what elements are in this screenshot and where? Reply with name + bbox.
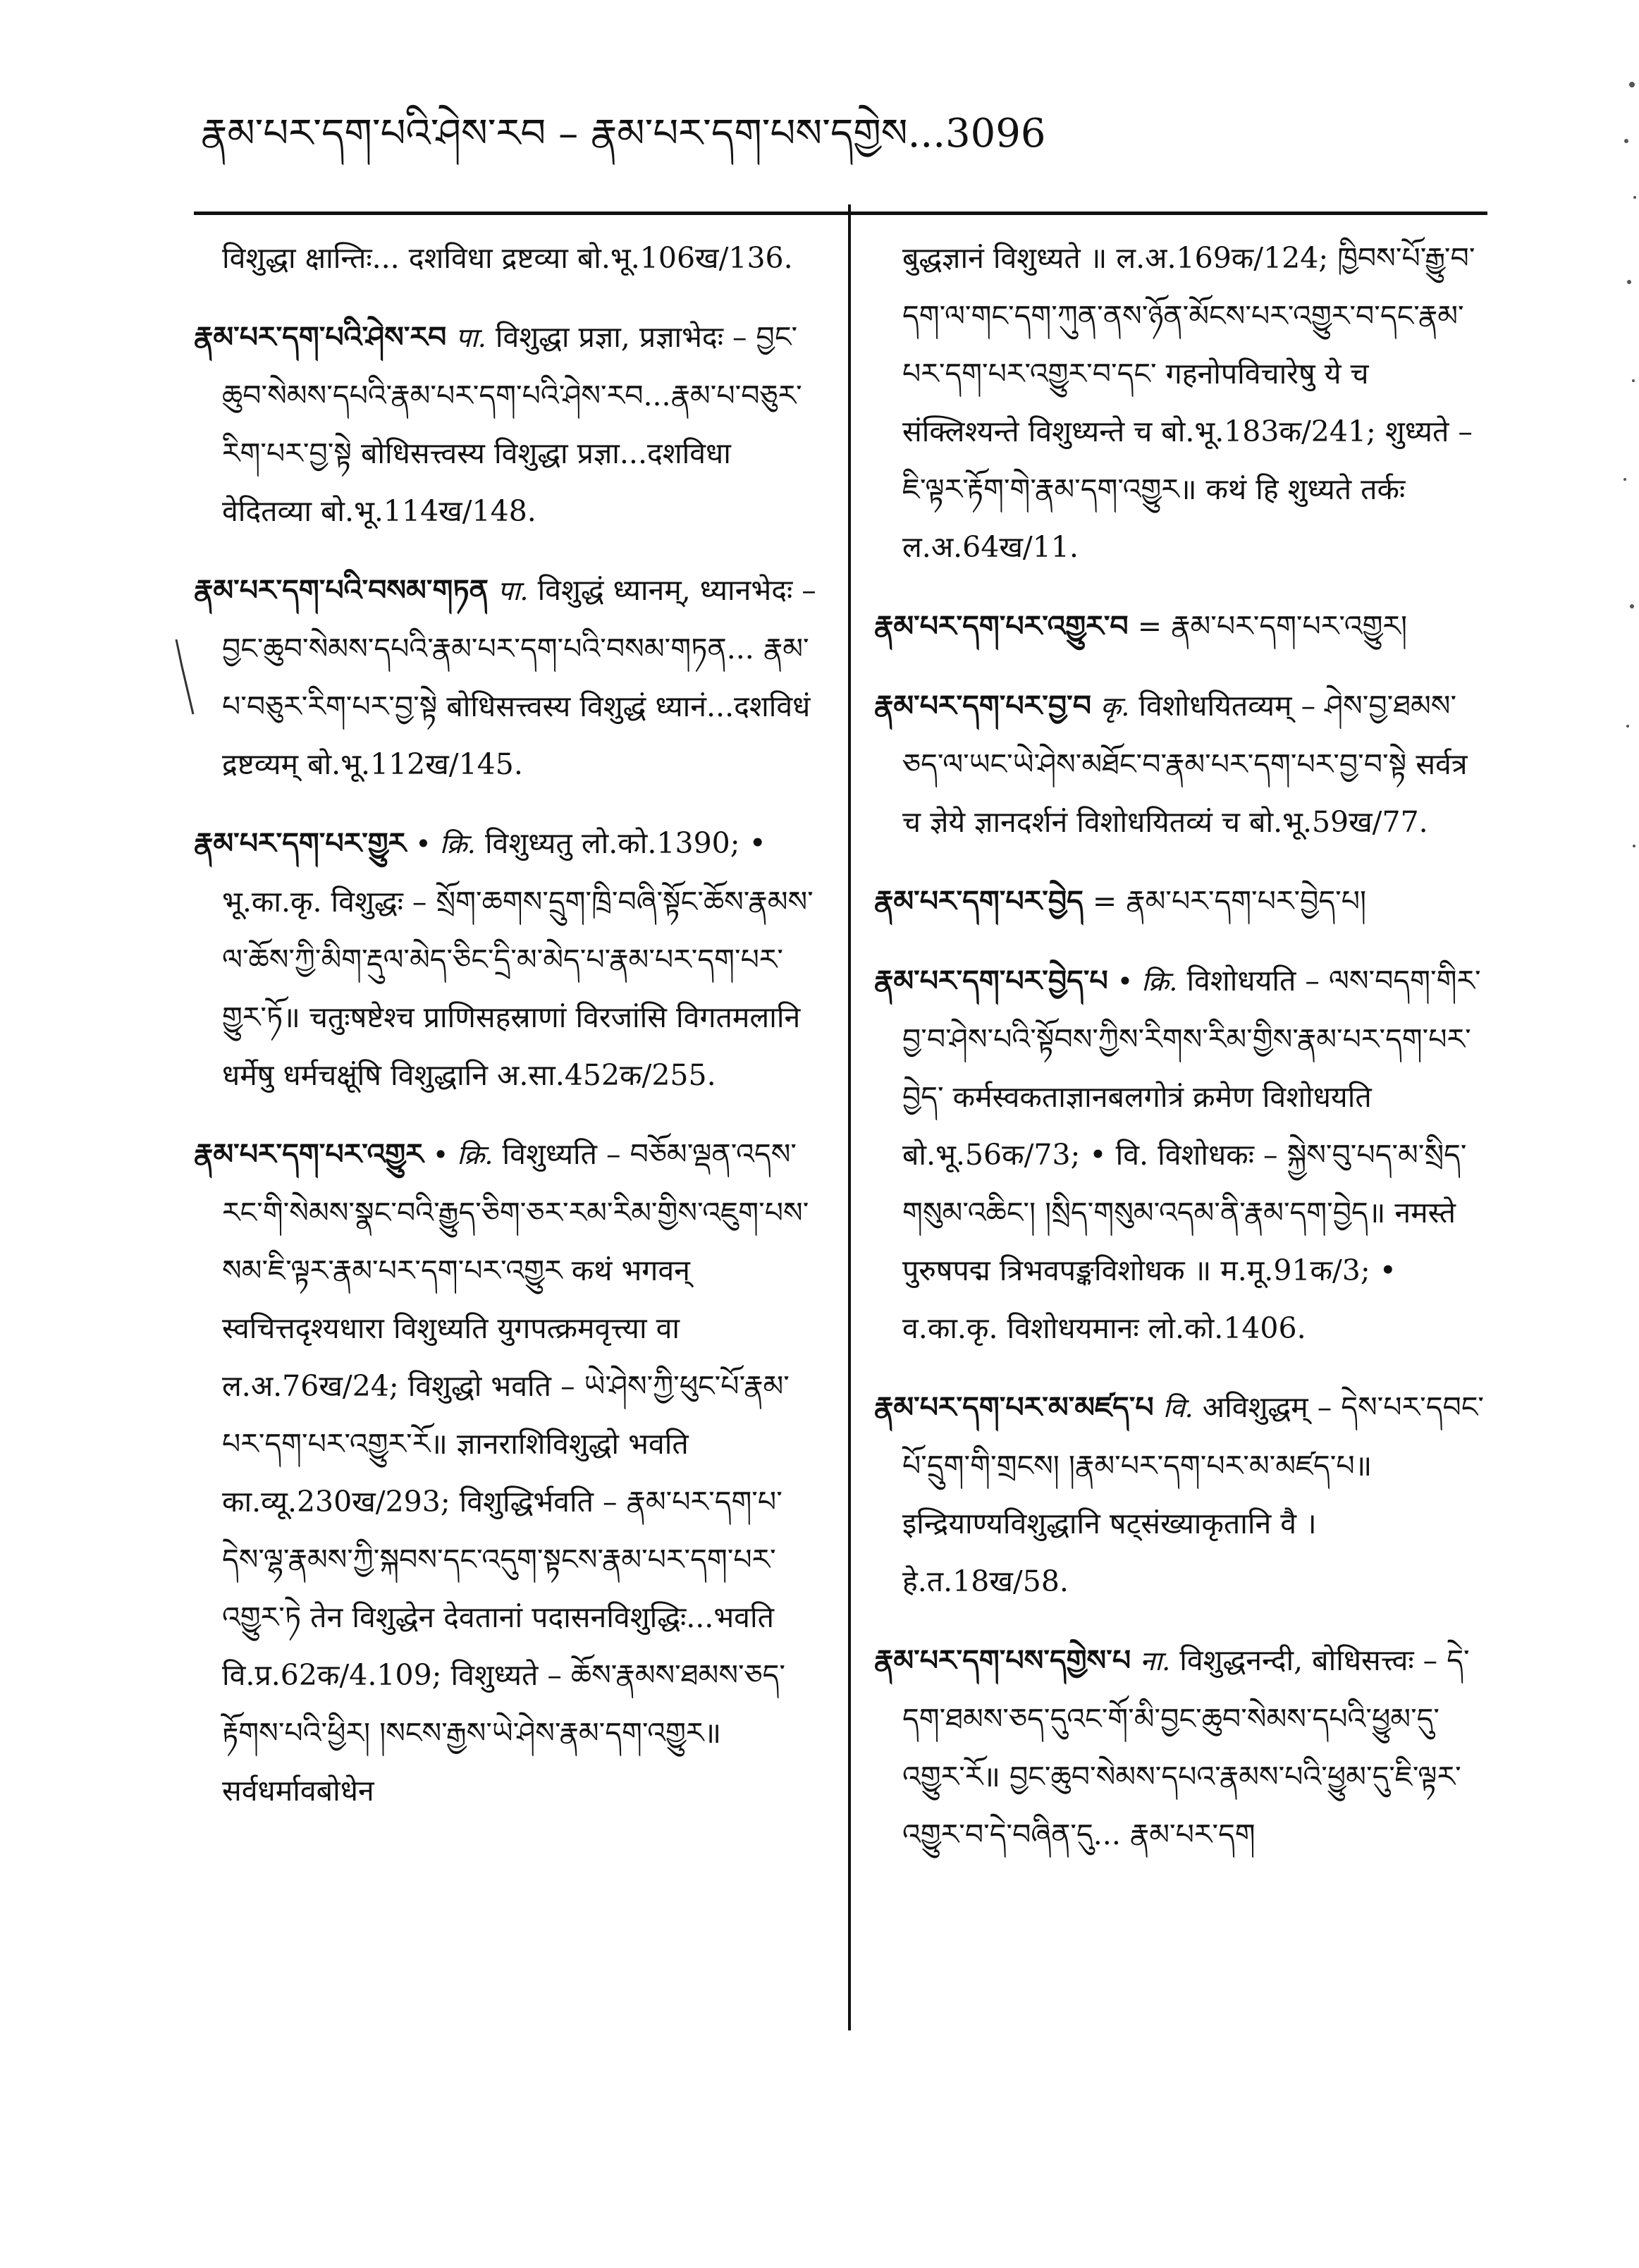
running-header bbox=[201, 106, 1046, 162]
dictionary-entry bbox=[194, 1125, 821, 1820]
entry-text: विशुद्धं ध्यानम्, ध्यानभेदः – བྱང་ཆུབ་སེམས་དཔའི་རྣམ་པར་དག་པའི་བསམ་གཏན... རྣམ་པ་བཅུར་རིག་པར་བྱ་སྟེ बोधिसत्त्वस्य विशुद्धं ध्यानं...दशविधं द्रष्टव्यम् बो.भू.112ख/145. bbox=[222, 573, 816, 781]
dictionary-entry bbox=[194, 814, 821, 1104]
entry-headword: རྣམ་པར་དག་པར་བྱ་བ bbox=[874, 689, 1091, 723]
header-rule bbox=[194, 212, 1487, 215]
entry-text: विशोधयति – ལས་བདག་གིར་བྱ་བ་ཤེས་པའི་སྟོབས་ཀྱིས་རིགས་རིམ་གྱིས་རྣམ་པར་དག་པར་བྱེད་ कर्मस्वकताज्ञानबलगोत्रं क्रमेण विशोधयति बो.भू.56क/73; • वि. विशोधकः – སྐྱེས་བུ་པད་མ་སྲིད་གསུམ་འཆིང་། །སྲིད་གསུམ་འདམ་ནི་རྣམ་དག་བྱེད॥ नमस्ते पुरुषपद्म त्रिभवपङ्कविशोधक ॥ म.मू.91क/3; • व.का.कृ. विशोधयमानः लो.को.1406. bbox=[902, 964, 1481, 1345]
entry-text: विशुध्यति – བཅོམ་ལྡན་འདས་རང་གི་སེམས་སྣང་བའི་རྒྱུད་ཅིག་ཅར་རམ་རིམ་གྱིས་འཇུག་པས་སམ་ཇི་ལྟར་རྣམ་པར་དག་པར་འགྱུར कथं भगवन् स्वचित्तदृश्यधारा विशुध्यति युगपत्क्रमवृत्त्या वा ल.अ.76ख/24; विशुद्धो भवति – ཡེ་ཤེས་ཀྱི་ཕུང་པོ་རྣམ་པར་དག་པར་འགྱུར་རོ॥ ज्ञानराशिविशुद्धो भवति का.व्यू.230ख/293; विशुद्धिर्भवति – རྣམ་པར་དག་པ་དེས་ལྷ་རྣམས་ཀྱི་སྐབས་དང་འདུག་སྟངས་རྣམ་པར་དག་པར་འགྱུར་ཏེ तेन विशुद्धेन देवतानां पदासनविशुद्धिः...भवति वि.प्र.62क/4.109; विशुध्यते – ཆོས་རྣམས་ཐམས་ཅད་རྟོགས་པའི་ཕྱིར། །སངས་རྒྱས་ཡེ་ཤེས་རྣམ་དག་འགྱུར॥ सर्वधर्मावबोधेन bbox=[222, 1137, 809, 1808]
scan-edge-speckle bbox=[1611, 56, 1639, 1114]
entry-headword: རྣམ་པར་དག་པར་གྱུར bbox=[194, 826, 407, 860]
scan-margin-mark bbox=[175, 638, 196, 716]
entry-text: अविशुद्धम् – དེས་པར་དབང་པོ་དྲུག་གི་གྲངས། །རྣམ་པར་དག་པར་མ་མཛད་པ॥ इन्द्रियाण्यविशुद्धानि षट्संख्याकृतानि वै । हे.त.18ख/58. bbox=[902, 1390, 1485, 1598]
entry-grammar-tag: ना. bbox=[1140, 1645, 1171, 1677]
dictionary-entry bbox=[874, 1631, 1487, 1863]
right-column bbox=[874, 229, 1487, 1884]
entry-grammar-tag: • क्रि. bbox=[432, 1139, 493, 1170]
entry-grammar-tag: कृ. bbox=[1100, 691, 1130, 722]
entry-grammar-tag: पा. bbox=[455, 322, 486, 353]
header-range: རྣམ་པར་དག་པའི་ཤེས་རབ – རྣམ་པར་དག་པས་དགྱེས bbox=[201, 111, 908, 157]
column-divider bbox=[848, 204, 851, 2030]
entry-text: विशोधयितव्यम् – ཤེས་བྱ་ཐམས་ཅད་ལ་ཡང་ཡེ་ཤེས་མཐོང་བ་རྣམ་པར་དག་པར་བྱ་བ་སྟེ सर्वत्र च ज्ञेये ज्ञानदर्शनं विशोधयितव्यं च बो.भू.59ख/77. bbox=[902, 689, 1468, 839]
entry-text: = རྣམ་པར་དག་པར་འགྱུར། bbox=[1137, 609, 1408, 643]
entry-text: बुद्धज्ञानं विशुध्यते ॥ ल.अ.169क/124; ཁྱིབས་པོ་རྒྱུ་བ་དག་ལ་གང་དག་ཀུན་ནས་ཉོན་མོངས་པར་འགྱུར་བ་དང་རྣམ་པར་དག་པར་འགྱུར་བ་དང་ गहनोपविचारेषु ये च संक्लिश्यन्ते विशुध्यन्ते च बो.भू.183क/241; शुध्यते – ཇི་ལྟར་རྟོག་གེ་རྣམ་དག་འགྱུར॥ कथं हि शुध्यते तर्कः ल.अ.64ख/11. bbox=[902, 241, 1475, 564]
entry-headword: རྣམ་པར་དག་པའི་ཤེས་རབ bbox=[194, 320, 447, 354]
entry-headword: རྣམ་པར་དག་པར་འགྱུར་བ bbox=[874, 609, 1129, 643]
dictionary-entry bbox=[874, 597, 1487, 656]
entry-headword: རྣམ་པར་དག་པར་མ་མཛད་པ bbox=[874, 1390, 1154, 1424]
entry-text: विशुध्यतु लो.को.1390; • भू.का.कृ. विशुद्धः – སྲོག་ཆགས་དྲུག་ཁྲི་བཞི་སྟོང་ཆོས་རྣམས་ལ་ཆོས་ཀྱི་མིག་རྡུལ་མེད་ཅིང་དྲི་མ་མེད་པ་རྣམ་པར་དག་པར་གྱུར་ཏོ॥ चतुःषष्टेश्च प्राणिसहस्राणां विरजांसि विगतमलानि धर्मेषु धर्मचक्षूंषि विशुद्धानि अ.सा.452क/255. bbox=[222, 826, 814, 1092]
entry-headword: རྣམ་པར་དག་པའི་བསམ་གཏན bbox=[194, 573, 489, 607]
entry-grammar-tag: पा. bbox=[498, 575, 529, 606]
entry-text: विशुद्धनन्दी, बोधिसत्त्वः – དེ་དག་ཐམས་ཅད་དུའང་གོ་མི་བྱང་ཆུབ་སེམས་དཔའི་ཕྱུམ་དུ་འགྱུར་རོ॥ བྱང་ཆུབ་སེམས་དཔའ་རྣམས་པའི་ཕྱུམ་དུ་ཇི་ལྟར་འགྱུར་བ་དེ་བཞིན་དུ... རྣམ་པར་དག bbox=[902, 1643, 1470, 1851]
left-column bbox=[194, 229, 821, 1841]
dictionary-entry bbox=[194, 229, 821, 287]
header-ellipsis: ... bbox=[907, 111, 946, 157]
entry-text: = རྣམ་པར་དག་པར་བྱེད་པ། bbox=[1092, 884, 1367, 918]
entry-headword: རྣམ་པར་དག་པར་བྱེད་པ bbox=[874, 964, 1108, 998]
entry-grammar-tag: • क्रि. bbox=[415, 828, 476, 859]
entry-headword: རྣམ་པར་དག་པར་འགྱུར bbox=[194, 1137, 424, 1171]
entry-text: विशुद्धा प्रज्ञा, प्रज्ञाभेदः – བྱང་ཆུབ་སེམས་དཔའི་རྣམ་པར་དག་པའི་ཤེས་རབ...རྣམ་པ་བཅུར་རིག་པར་བྱ་སྟེ बोधिसत्त्वस्य विशुद्धा प्रज्ञा...दशविधा वेदितव्या बो.भू.114ख/148. bbox=[222, 320, 802, 528]
entry-grammar-tag: वि. bbox=[1162, 1392, 1193, 1423]
entry-grammar-tag: • क्रि. bbox=[1117, 966, 1178, 997]
dictionary-entry bbox=[194, 308, 821, 540]
entry-text: विशुद्धा क्षान्तिः... दशविधा द्रष्टव्या बो.भू.106ख/136. bbox=[222, 241, 793, 275]
dictionary-entry bbox=[874, 952, 1487, 1357]
dictionary-entry bbox=[874, 229, 1487, 576]
dictionary-entry bbox=[874, 677, 1487, 851]
dictionary-entry bbox=[194, 561, 821, 793]
page-number: 3096 bbox=[945, 111, 1046, 157]
dictionary-entry bbox=[874, 1378, 1487, 1610]
entry-headword: རྣམ་པར་དག་པས་དགྱེས་པ bbox=[874, 1643, 1131, 1677]
entry-headword: རྣམ་པར་དག་པར་བྱེད bbox=[874, 884, 1084, 918]
dictionary-entry bbox=[874, 872, 1487, 931]
